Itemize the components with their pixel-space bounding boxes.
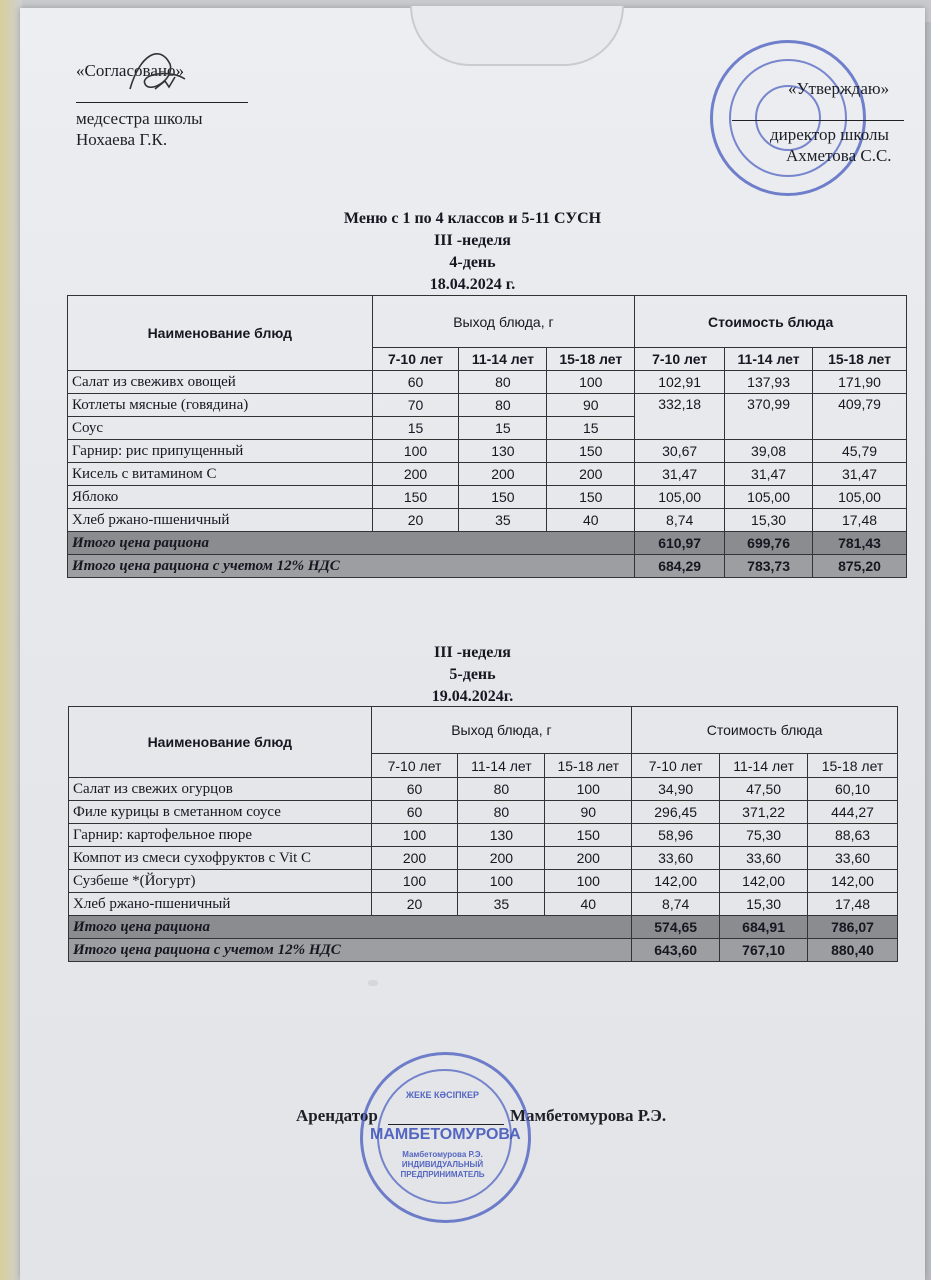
- yield-cell: 200: [371, 847, 458, 870]
- menu2-table: [68, 706, 898, 962]
- dish-name: Хлеб ржано-пшеничный: [69, 893, 372, 916]
- yield-cell: 200: [459, 463, 547, 486]
- total-vat-cost: 875,20: [813, 555, 907, 578]
- yield-cell: 35: [458, 893, 545, 916]
- dish-name: Гарнир: рис припущенный: [68, 440, 373, 463]
- table-row: [69, 778, 898, 801]
- table-row: [68, 394, 907, 417]
- frame-left: [0, 0, 22, 1280]
- dish-name: Яблоко: [68, 486, 373, 509]
- yield-cell: 40: [547, 509, 635, 532]
- yield-cell: 35: [459, 509, 547, 532]
- yield-cell: 200: [547, 463, 635, 486]
- menu2-age-header: 15-18 лет: [808, 754, 898, 778]
- cost-cell: 409,79: [813, 394, 907, 440]
- approval-left-position: медсестра школы: [76, 109, 203, 128]
- menu1-age-header: 15-18 лет: [813, 348, 907, 371]
- cost-cell: 33,60: [808, 847, 898, 870]
- table-row: [68, 463, 907, 486]
- yield-cell: 20: [372, 509, 459, 532]
- footer-person: Мамбетомурова Р.Э.: [510, 1106, 667, 1125]
- approval-right-heading: «Утверждаю»: [788, 79, 890, 98]
- menu2-age-header: 7-10 лет: [371, 754, 458, 778]
- table-row: [69, 847, 898, 870]
- cost-cell: 31,47: [725, 463, 813, 486]
- table-row: [68, 371, 907, 394]
- menu2-week: III -неделя: [434, 644, 511, 661]
- menu1-day: 4-день: [449, 254, 496, 271]
- dish-name: Сузбеше *(Йогурт): [69, 870, 372, 893]
- cost-cell: 370,99: [725, 394, 813, 440]
- cost-cell: 47,50: [720, 778, 808, 801]
- dish-name: Компот из смеси сухофруктов с Vit C: [69, 847, 372, 870]
- total-row: [68, 532, 907, 555]
- approval-left-heading: «Согласовано»: [76, 61, 184, 80]
- menu1-age-header: 15-18 лет: [547, 348, 635, 371]
- yield-cell: 150: [547, 486, 635, 509]
- yield-cell: 60: [372, 371, 459, 394]
- dish-name: Филе курицы в сметанном соусе: [69, 801, 372, 824]
- cost-cell: 105,00: [635, 486, 725, 509]
- menu1-header-cost: Стоимость блюда: [635, 296, 907, 348]
- school-seal: [710, 40, 866, 196]
- total-label: Итого цена рациона: [68, 532, 635, 555]
- cost-cell: 45,79: [813, 440, 907, 463]
- cost-cell: 31,47: [635, 463, 725, 486]
- cost-cell: 8,74: [632, 893, 720, 916]
- total-cost: 574,65: [632, 916, 720, 939]
- cost-cell: 75,30: [720, 824, 808, 847]
- yield-cell: 15: [459, 417, 547, 440]
- approval-left-person: Нохаева Г.К.: [76, 130, 168, 149]
- dish-name: Гарнир: картофельное пюре: [69, 824, 372, 847]
- total-vat-cost: 767,10: [720, 939, 808, 962]
- cost-cell: 105,00: [813, 486, 907, 509]
- cost-cell: 102,91: [635, 371, 725, 394]
- menu2-age-header: 11-14 лет: [720, 754, 808, 778]
- menu2-header-dish: Наименование блюд: [69, 707, 372, 778]
- yield-cell: 100: [545, 778, 632, 801]
- menu1-age-header: 7-10 лет: [372, 348, 459, 371]
- total-cost: 699,76: [725, 532, 813, 555]
- yield-cell: 150: [459, 486, 547, 509]
- table-row: [68, 509, 907, 532]
- menu1-table: [67, 295, 907, 578]
- yield-cell: 90: [545, 801, 632, 824]
- yield-cell: 90: [547, 394, 635, 417]
- total-cost: 786,07: [808, 916, 898, 939]
- dish-name: Салат из свежих огурцов: [69, 778, 372, 801]
- dish-name: Котлеты мясные (говядина): [68, 394, 373, 417]
- menu1-age-header: 7-10 лет: [635, 348, 725, 371]
- menu-sheet: [20, 8, 925, 1280]
- yield-cell: 100: [372, 440, 459, 463]
- cost-cell: 88,63: [808, 824, 898, 847]
- cost-cell: 142,00: [720, 870, 808, 893]
- dish-name: Хлеб ржано-пшеничный: [68, 509, 373, 532]
- cost-cell: 8,74: [635, 509, 725, 532]
- yield-cell: 130: [458, 824, 545, 847]
- approval-right-position: директор школы: [770, 125, 889, 144]
- yield-cell: 40: [545, 893, 632, 916]
- yield-cell: 80: [458, 778, 545, 801]
- table-row: [69, 801, 898, 824]
- dish-name: Салат из свеживх овощей: [68, 371, 373, 394]
- yield-cell: 200: [372, 463, 459, 486]
- total-vat-label: Итого цена рациона с учетом 12% НДС: [69, 939, 632, 962]
- menu1-age-header: 11-14 лет: [459, 348, 547, 371]
- table-row: [69, 893, 898, 916]
- yield-cell: 200: [545, 847, 632, 870]
- yield-cell: 100: [371, 870, 458, 893]
- cost-cell: 33,60: [632, 847, 720, 870]
- yield-cell: 100: [547, 371, 635, 394]
- approval-right-signature-line: [732, 120, 904, 121]
- yield-cell: 150: [372, 486, 459, 509]
- cost-cell: 142,00: [808, 870, 898, 893]
- yield-cell: 20: [371, 893, 458, 916]
- total-row: [69, 916, 898, 939]
- yield-cell: 100: [371, 824, 458, 847]
- yield-cell: 100: [545, 870, 632, 893]
- yield-cell: 70: [372, 394, 459, 417]
- approval-right-person: Ахметова С.С.: [786, 146, 892, 165]
- cost-cell: 17,48: [808, 893, 898, 916]
- yield-cell: 130: [459, 440, 547, 463]
- menu2-age-header: 15-18 лет: [545, 754, 632, 778]
- cost-cell: 142,00: [632, 870, 720, 893]
- cost-cell: 17,48: [813, 509, 907, 532]
- yield-cell: 150: [545, 824, 632, 847]
- cost-cell: 15,30: [720, 893, 808, 916]
- cost-cell: 60,10: [808, 778, 898, 801]
- menu1-header-dish: Наименование блюд: [68, 296, 373, 371]
- cost-cell: 444,27: [808, 801, 898, 824]
- yield-cell: 100: [458, 870, 545, 893]
- table-row: [69, 824, 898, 847]
- total-vat-label: Итого цена рациона с учетом 12% НДС: [68, 555, 635, 578]
- total-vat-cost: 643,60: [632, 939, 720, 962]
- yield-cell: 150: [547, 440, 635, 463]
- cost-cell: 171,90: [813, 371, 907, 394]
- total-vat-cost: 684,29: [635, 555, 725, 578]
- yield-cell: 200: [458, 847, 545, 870]
- menu1-title: Меню с 1 по 4 классов и 5-11 СУСН: [343, 210, 602, 227]
- menu1-date: 18.04.2024 г.: [429, 276, 516, 293]
- cost-cell: 137,93: [725, 371, 813, 394]
- table-row: [68, 440, 907, 463]
- menu2-header-cost: Стоимость блюда: [632, 707, 898, 754]
- cost-cell: 15,30: [725, 509, 813, 532]
- pin-mark: [368, 980, 378, 986]
- yield-cell: 80: [458, 801, 545, 824]
- yield-cell: 80: [459, 371, 547, 394]
- yield-cell: 15: [372, 417, 459, 440]
- tenant-stamp-name: МАМБЕТОМУРОВА: [370, 1126, 521, 1143]
- total-cost: 610,97: [635, 532, 725, 555]
- total-vat-cost: 880,40: [808, 939, 898, 962]
- total-vat-cost: 783,73: [725, 555, 813, 578]
- yield-cell: 60: [371, 778, 458, 801]
- cost-cell: 30,67: [635, 440, 725, 463]
- cost-cell: 39,08: [725, 440, 813, 463]
- total-vat-row: [68, 555, 907, 578]
- cost-cell: 31,47: [813, 463, 907, 486]
- menu2-age-header: 7-10 лет: [632, 754, 720, 778]
- menu1-week: III -неделя: [434, 232, 511, 249]
- nurse-signature: [100, 34, 210, 114]
- total-label: Итого цена рациона: [69, 916, 632, 939]
- dish-name: Соус: [68, 417, 373, 440]
- table-row: [68, 486, 907, 509]
- cost-cell: 296,45: [632, 801, 720, 824]
- cost-cell: 332,18: [635, 394, 725, 440]
- cost-cell: 371,22: [720, 801, 808, 824]
- menu2-age-header: 11-14 лет: [458, 754, 545, 778]
- menu1-age-header: 11-14 лет: [725, 348, 813, 371]
- cost-cell: 58,96: [632, 824, 720, 847]
- total-vat-row: [69, 939, 898, 962]
- menu1-header-yield: Выход блюда, г: [372, 296, 635, 348]
- yield-cell: 60: [371, 801, 458, 824]
- tenant-stamp-subtitle: Мамбетомурова Р.Э. ИНДИВИДУАЛЬНЫЙ ПРЕДПРИНИМАТЕЛЬ: [400, 1150, 485, 1179]
- total-cost: 781,43: [813, 532, 907, 555]
- menu2-day: 5-день: [449, 666, 496, 683]
- cost-cell: 105,00: [725, 486, 813, 509]
- dish-name: Кисель с витамином С: [68, 463, 373, 486]
- menu2-header-yield: Выход блюда, г: [371, 707, 632, 754]
- total-cost: 684,91: [720, 916, 808, 939]
- footer-role: Арендатор: [296, 1106, 378, 1125]
- sheet-protector-tab: [410, 6, 624, 66]
- cost-cell: 34,90: [632, 778, 720, 801]
- yield-cell: 80: [459, 394, 547, 417]
- yield-cell: 15: [547, 417, 635, 440]
- table-row: [69, 870, 898, 893]
- tenant-stamp-top-text: ЖЕКЕ КӘСІПКЕР: [405, 1090, 480, 1100]
- cost-cell: 33,60: [720, 847, 808, 870]
- menu2-date: 19.04.2024г.: [431, 688, 514, 705]
